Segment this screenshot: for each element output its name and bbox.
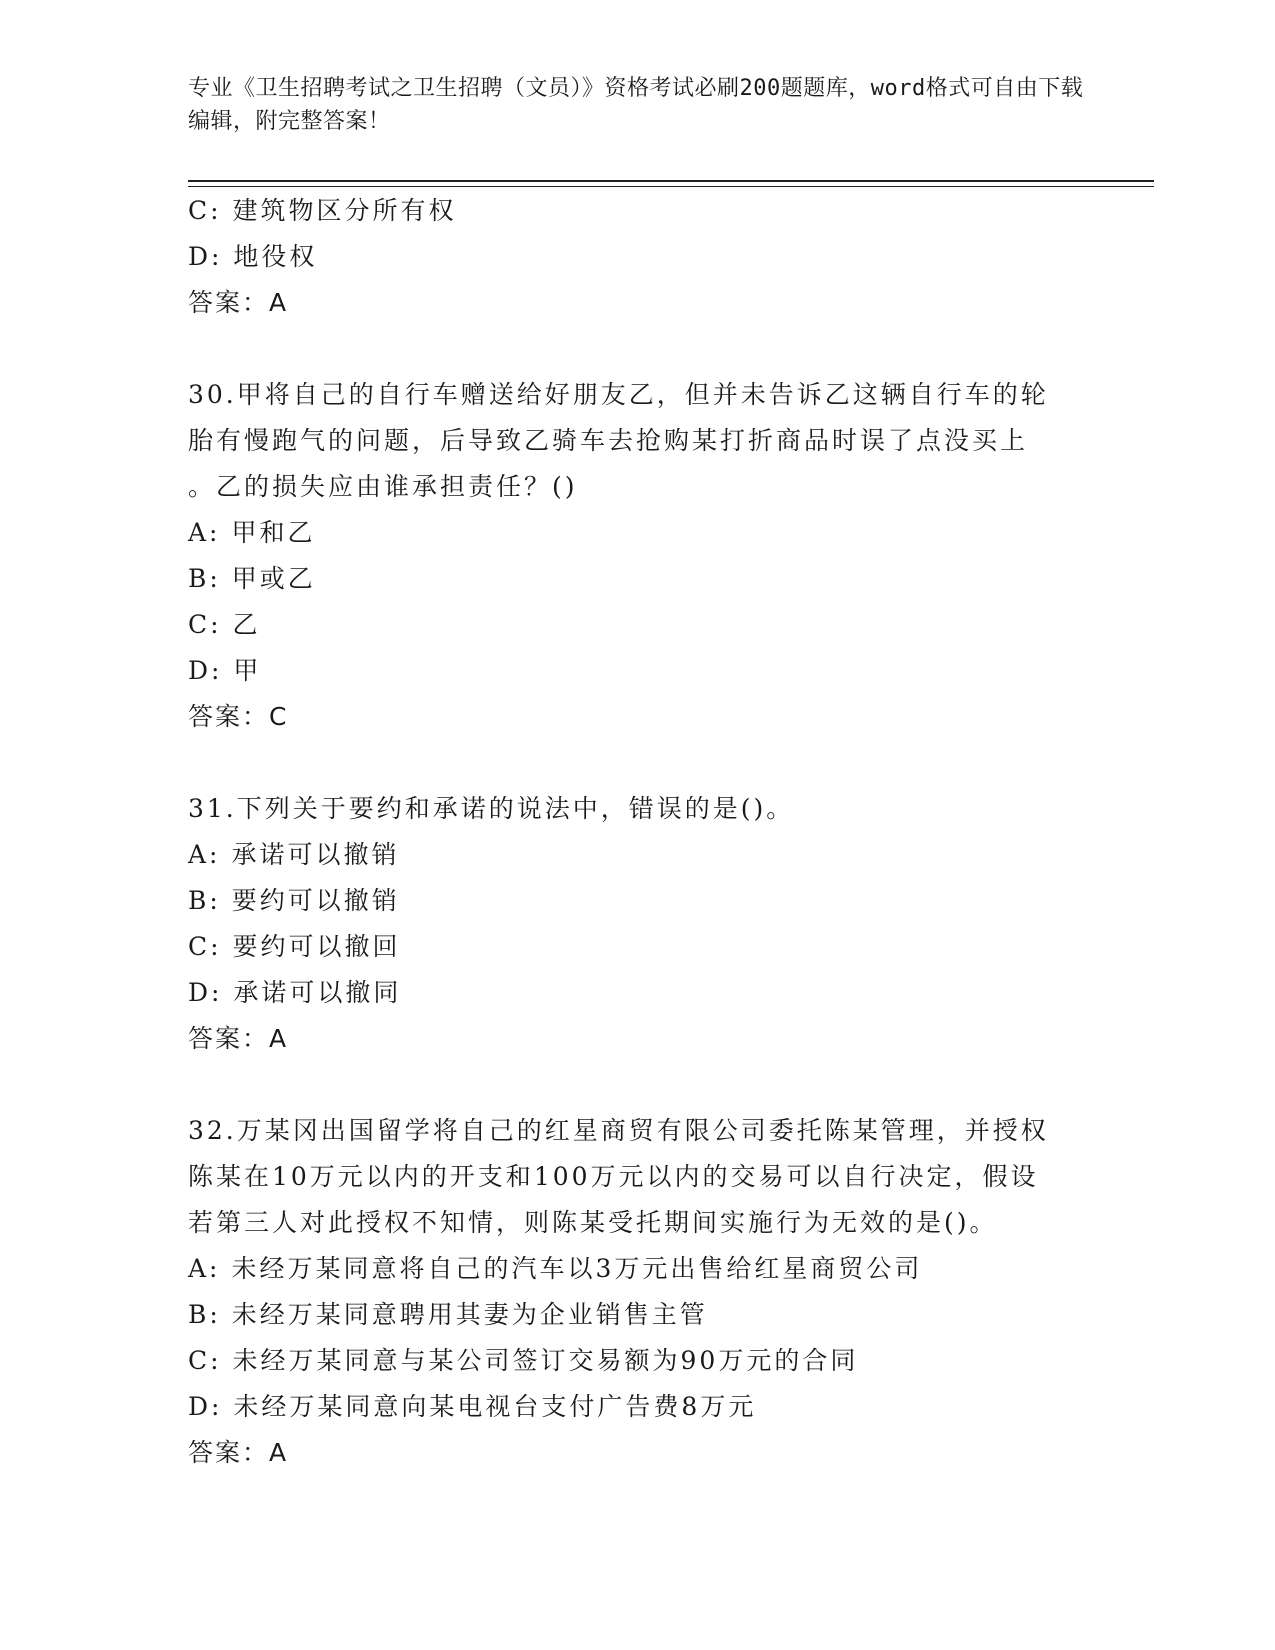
- question-stem-line: 若第三人对此授权不知情，则陈某受托期间实施行为无效的是()。: [188, 1208, 998, 1237]
- question-stem-line: 。乙的损失应由谁承担责任？(): [188, 472, 578, 501]
- option-d: D: 甲: [188, 656, 262, 685]
- answer-line: 答案：A: [188, 288, 289, 317]
- question-content: [188, 188, 1108, 1476]
- option-a: A: 甲和乙: [188, 518, 316, 547]
- spacer: [188, 326, 1108, 372]
- answer-line: 答案：C: [188, 702, 289, 731]
- question-31: [188, 786, 1108, 1062]
- answer-line: 答案：A: [188, 1024, 289, 1053]
- option-c: C: 未经万某同意与某公司签订交易额为90万元的合同: [188, 1346, 859, 1375]
- option-d: D: 未经万某同意向某电视台支付广告费8万元: [188, 1392, 757, 1421]
- answer-line: 答案：A: [188, 1438, 289, 1467]
- header-divider-thick: [188, 180, 1154, 182]
- question-stem-line: 30.甲将自己的自行车赠送给好朋友乙，但并未告诉乙这辆自行车的轮: [188, 380, 1049, 409]
- option-d: D: 承诺可以撤同: [188, 978, 402, 1007]
- question-stem-line: 32.万某冈出国留学将自己的红星商贸有限公司委托陈某管理，并授权: [188, 1116, 1049, 1145]
- option-c: C: 建筑物区分所有权: [188, 196, 457, 225]
- option-d: D: 地役权: [188, 242, 318, 271]
- option-b: B: 未经万某同意聘用其妻为企业销售主管: [188, 1300, 708, 1329]
- option-a: A: 未经万某同意将自己的汽车以3万元出售给红星商贸公司: [188, 1254, 923, 1283]
- question-stem-line: 陈某在10万元以内的开支和100万元以内的交易可以自行决定，假设: [188, 1162, 1039, 1191]
- carryover-question: [188, 188, 1108, 326]
- option-c: C: 乙: [188, 610, 261, 639]
- spacer: [188, 1062, 1108, 1108]
- option-b: B: 要约可以撤销: [188, 886, 400, 915]
- document-header: 专业《卫生招聘考试之卫生招聘（文员）》资格考试必刷200题题库，word格式可自由下载编辑，附完整答案！: [188, 76, 1084, 134]
- option-b: B: 甲或乙: [188, 564, 316, 593]
- question-stem-line: 31.下列关于要约和承诺的说法中，错误的是()。: [188, 794, 795, 823]
- header-divider-thin: [188, 186, 1154, 187]
- option-a: A: 承诺可以撤销: [188, 840, 400, 869]
- question-32: [188, 1108, 1108, 1476]
- question-stem-line: 胎有慢跑气的问题，后导致乙骑车去抢购某打折商品时误了点没买上: [188, 426, 1029, 455]
- option-c: C: 要约可以撤回: [188, 932, 401, 961]
- question-30: [188, 372, 1108, 740]
- spacer: [188, 740, 1108, 786]
